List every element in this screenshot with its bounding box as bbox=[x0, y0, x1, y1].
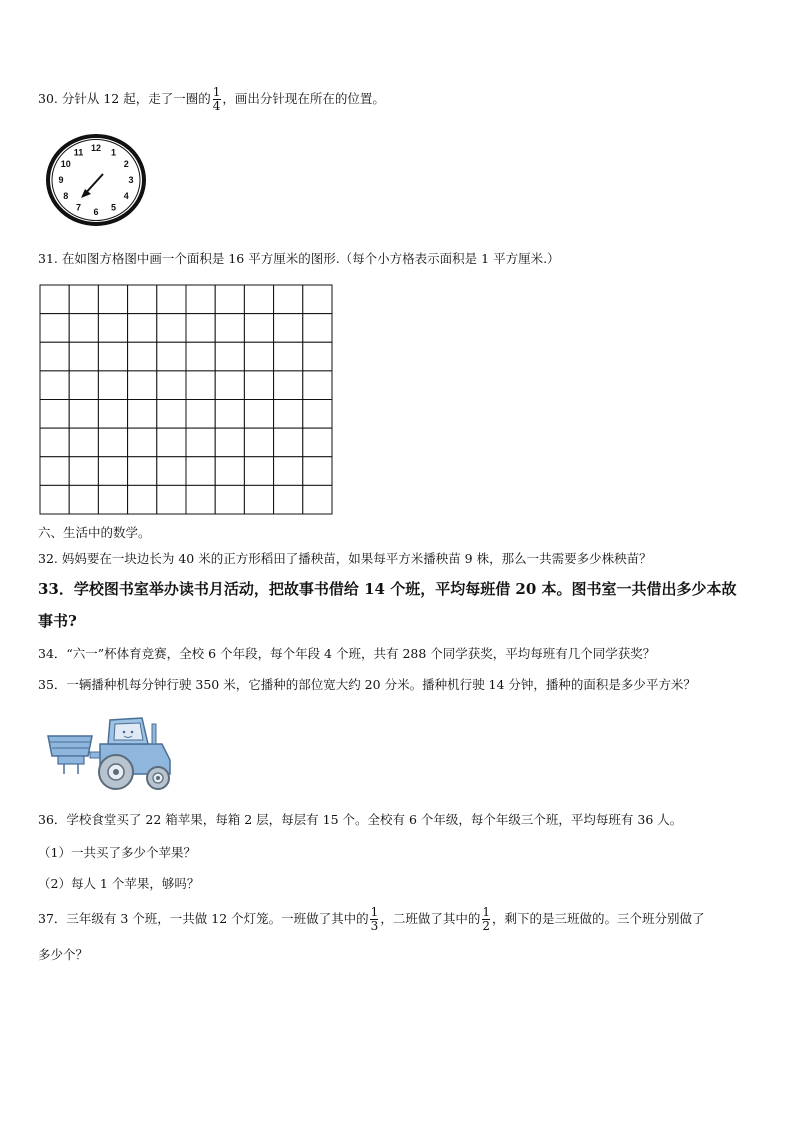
grid-cell[interactable] bbox=[215, 485, 244, 514]
grid-cell[interactable] bbox=[69, 342, 98, 371]
clock-number: 10 bbox=[60, 159, 71, 169]
clock-number: 11 bbox=[73, 147, 84, 158]
grid-cell[interactable] bbox=[215, 285, 244, 314]
section-6-title: 六、生活中的数学。 bbox=[38, 525, 151, 540]
grid-cell[interactable] bbox=[274, 371, 303, 400]
grid-cell[interactable] bbox=[186, 485, 215, 514]
grid-cell[interactable] bbox=[303, 400, 332, 429]
grid-cell[interactable] bbox=[303, 285, 332, 314]
grid-cell[interactable] bbox=[215, 457, 244, 486]
grid-cell[interactable] bbox=[215, 314, 244, 343]
question-36-sub1: （1）一共买了多少个苹果？ bbox=[38, 845, 196, 860]
square-grid bbox=[39, 284, 333, 515]
q37-fraction-2: $\frac{1}{2}$ bbox=[482, 905, 490, 933]
grid-cell[interactable] bbox=[215, 428, 244, 457]
grid-cell[interactable] bbox=[98, 485, 127, 514]
clock-figure bbox=[45, 132, 149, 228]
grid-cell[interactable] bbox=[244, 285, 273, 314]
question-37-line1 bbox=[38, 906, 704, 933]
grid-cell[interactable] bbox=[303, 371, 332, 400]
question-37-line2: 多少个？ bbox=[38, 947, 89, 962]
clock-number: 9 bbox=[58, 175, 64, 185]
grid-cell[interactable] bbox=[274, 285, 303, 314]
grid-cell[interactable] bbox=[157, 285, 186, 314]
question-32: 32. 妈妈要在一块边长为 40 米的正方形稻田了播秧苗，如果每平方米播秧苗 9 株，那么一共需要多少株秧苗？ bbox=[38, 551, 652, 566]
question-36-sub2: （2）每人 1 个苹果，够吗？ bbox=[38, 876, 200, 891]
grid-cell[interactable] bbox=[69, 485, 98, 514]
question-35: 35．一辆播种机每分钟行驶 350 米，它播种的部位宽大约 20 分米。播种机行驶 14 分钟，播种的面积是多少平方米？ bbox=[38, 677, 696, 692]
grid-cell[interactable] bbox=[40, 285, 69, 314]
question-33-line2: 事书? bbox=[38, 612, 77, 630]
grid-cell[interactable] bbox=[274, 400, 303, 429]
q30-fraction: $\frac{1}{4}$ bbox=[212, 85, 221, 113]
grid-cell[interactable] bbox=[40, 485, 69, 514]
grid-cell[interactable] bbox=[215, 371, 244, 400]
grid-cell[interactable] bbox=[128, 457, 157, 486]
q37-fraction-1: $\frac{1}{3}$ bbox=[370, 905, 379, 933]
grid-cell[interactable] bbox=[98, 371, 127, 400]
question-34: 34．“六一”杯体育竞赛，全校 6 个年段，每个年段 4 个班，共有 288 个同学获奖，平均每班有几个同学获奖？ bbox=[38, 646, 656, 661]
grid-cell[interactable] bbox=[69, 285, 98, 314]
question-31: 31. 在如图方格图中画一个面积是 16 平方厘米的图形.（每个小方格表示面积是 1 平方厘米.） bbox=[38, 251, 560, 266]
grid-cell[interactable] bbox=[186, 314, 215, 343]
grid-cell[interactable] bbox=[40, 457, 69, 486]
grid-cell[interactable] bbox=[69, 457, 98, 486]
grid-cell[interactable] bbox=[303, 314, 332, 343]
q30-text-pre: 30. 分针从 12 起，走了一圈的 bbox=[38, 91, 211, 106]
grid-cell[interactable] bbox=[40, 342, 69, 371]
q37-part2: ，二班做了其中的 bbox=[380, 911, 481, 926]
grid-cell[interactable] bbox=[244, 371, 273, 400]
grid-cell[interactable] bbox=[157, 342, 186, 371]
grid-cell[interactable] bbox=[303, 457, 332, 486]
q37-part1: 37．三年级有 3 个班，一共做 12 个灯笼。一班做了其中的 bbox=[38, 911, 369, 926]
grid-cell[interactable] bbox=[128, 428, 157, 457]
grid-cell[interactable] bbox=[274, 457, 303, 486]
clock-number: 5 bbox=[110, 202, 117, 213]
grid-cell[interactable] bbox=[128, 285, 157, 314]
grid-cell[interactable] bbox=[157, 400, 186, 429]
grid-cell[interactable] bbox=[98, 285, 127, 314]
question-30 bbox=[38, 86, 385, 113]
grid-cell[interactable] bbox=[157, 314, 186, 343]
clock-number: 8 bbox=[63, 191, 69, 201]
grid-cell[interactable] bbox=[215, 342, 244, 371]
grid-cell[interactable] bbox=[244, 342, 273, 371]
grid-cell[interactable] bbox=[157, 457, 186, 486]
grid-cell[interactable] bbox=[244, 428, 273, 457]
grid-cell[interactable] bbox=[69, 314, 98, 343]
q37-part3: ，剩下的是三班做的。三个班分别做了 bbox=[491, 911, 705, 926]
grid-cell[interactable] bbox=[303, 485, 332, 514]
grid-cell[interactable] bbox=[186, 371, 215, 400]
question-36: 36．学校食堂买了 22 箱苹果，每箱 2 层，每层有 15 个。全校有 6 个年级，每个年级三个班，平均每班有 36 人。 bbox=[38, 812, 683, 827]
grid-cell[interactable] bbox=[128, 400, 157, 429]
grid-cell[interactable] bbox=[69, 428, 98, 457]
clock-number: 6 bbox=[93, 207, 99, 217]
grid-cell[interactable] bbox=[157, 428, 186, 457]
clock-number: 4 bbox=[123, 191, 129, 201]
grid-cell[interactable] bbox=[98, 400, 127, 429]
grid-cell[interactable] bbox=[186, 400, 215, 429]
clock-number: 7 bbox=[75, 202, 82, 213]
grid-cell[interactable] bbox=[98, 314, 127, 343]
q30-text-post: ，画出分针现在所在的位置。 bbox=[222, 91, 385, 106]
grid-cell[interactable] bbox=[303, 342, 332, 371]
grid-cell[interactable] bbox=[157, 485, 186, 514]
grid-cell[interactable] bbox=[186, 285, 215, 314]
clock-number: 1 bbox=[110, 147, 117, 158]
grid-cell[interactable] bbox=[98, 342, 127, 371]
grid-cell[interactable] bbox=[186, 428, 215, 457]
question-33-line1: 33．学校图书室举办读书月活动，把故事书借给 14 个班，平均每班借 20 本。图书室一共借出多少本故 bbox=[38, 580, 737, 598]
grid-cell[interactable] bbox=[244, 400, 273, 429]
grid-cell[interactable] bbox=[128, 371, 157, 400]
grid-cell[interactable] bbox=[215, 400, 244, 429]
grid-cell[interactable] bbox=[40, 371, 69, 400]
grid-cell[interactable] bbox=[98, 457, 127, 486]
clock-number: 2 bbox=[123, 159, 129, 169]
clock-number: 12 bbox=[90, 143, 102, 153]
grid-cell[interactable] bbox=[69, 400, 98, 429]
grid-cell[interactable] bbox=[69, 371, 98, 400]
grid-cell[interactable] bbox=[303, 428, 332, 457]
grid-cell[interactable] bbox=[274, 428, 303, 457]
grid-cell[interactable] bbox=[98, 428, 127, 457]
grid-cell[interactable] bbox=[186, 457, 215, 486]
grid-cell[interactable] bbox=[128, 342, 157, 371]
grid-cell[interactable] bbox=[274, 485, 303, 514]
grid-cell[interactable] bbox=[274, 314, 303, 343]
grid-cell[interactable] bbox=[40, 428, 69, 457]
grid-cell[interactable] bbox=[40, 314, 69, 343]
grid-cell[interactable] bbox=[128, 485, 157, 514]
grid-cell[interactable] bbox=[244, 457, 273, 486]
grid-cell[interactable] bbox=[244, 314, 273, 343]
grid-cell[interactable] bbox=[128, 314, 157, 343]
grid-cell[interactable] bbox=[274, 342, 303, 371]
grid-cell[interactable] bbox=[244, 485, 273, 514]
grid-cell[interactable] bbox=[186, 342, 215, 371]
grid-cell[interactable] bbox=[40, 400, 69, 429]
clock-number: 3 bbox=[128, 175, 134, 185]
grid-cell[interactable] bbox=[157, 371, 186, 400]
seeder-tractor-illustration bbox=[44, 712, 184, 792]
